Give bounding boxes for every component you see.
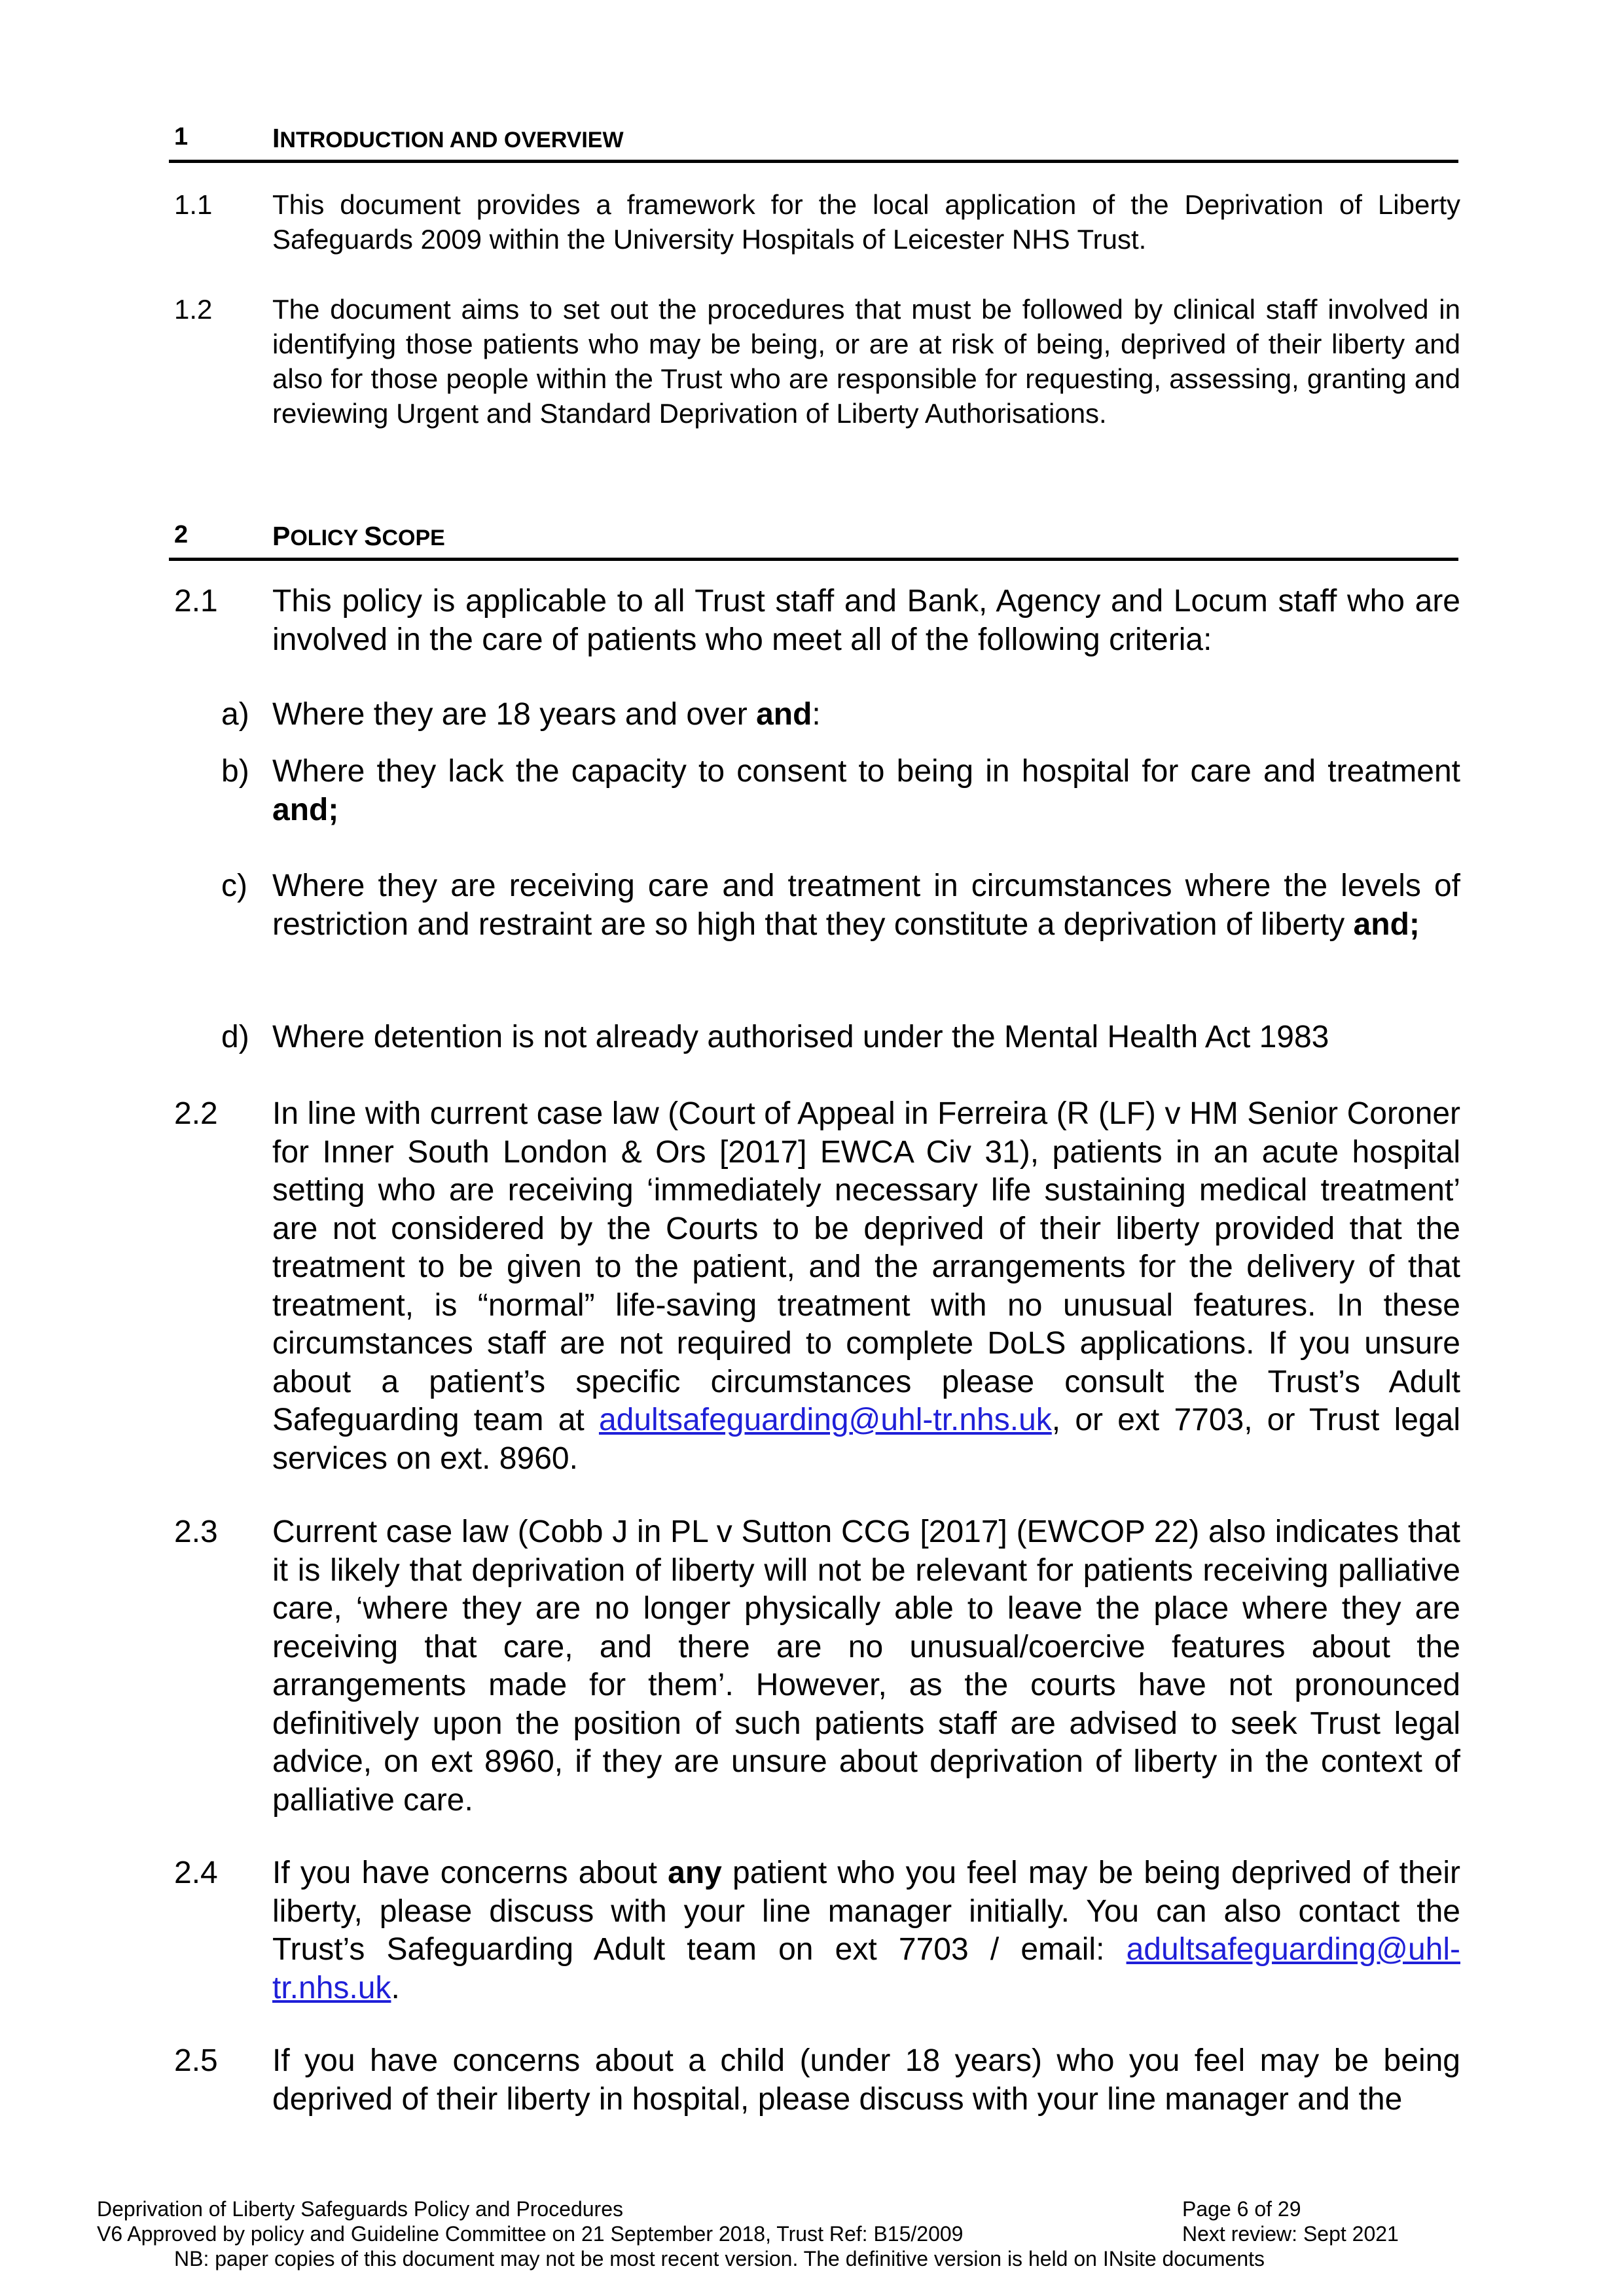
paragraph-number: 2.2 xyxy=(174,1096,218,1131)
section-title-initial: P xyxy=(272,521,291,551)
section-title-initial: S xyxy=(364,521,382,551)
section-title xyxy=(272,521,445,552)
paragraph-text: If you have concerns about a child (under 18 years) who you feel may be being deprived of their liberty in hospital, please discuss with your line manager and the xyxy=(272,2043,1460,2117)
section-title-part: COPE xyxy=(382,526,445,550)
section-number: 2 xyxy=(174,521,189,548)
item-label: b) xyxy=(221,754,249,789)
section-title xyxy=(272,123,624,154)
section-2-heading xyxy=(169,521,1458,561)
section-title-initial: I xyxy=(272,123,280,153)
item-label: c) xyxy=(221,869,247,903)
email-link[interactable]: adultsafeguarding@uhl-tr.nhs.uk xyxy=(272,1932,1460,2005)
item-label: d) xyxy=(221,1020,249,1054)
section-title-rest: NTRODUCTION AND OVERVIEW xyxy=(280,128,624,152)
email-link[interactable]: adultsafeguarding@uhl-tr.nhs.uk xyxy=(598,1403,1052,1437)
paragraph-text: Current case law (Cobb J in PL v Sutton CCG [2017] (EWCOP 22) also indicates that it is likely that deprivation of liberty will not be relevant for patients receiving palliative care, ‘where they are no longer physically able to leave the place where they are receiving that care, and there are no unusual/coercive features about the arrangements made for them’. However, as the courts have not pronounced definitively upon the position of such patients staff are advised to seek Trust legal advice, on ext 8960, if they are unsure about deprivation of liberty in the context of palliative care. xyxy=(272,1515,1460,1818)
item-label: a) xyxy=(221,697,249,732)
section-title-part: OLICY xyxy=(290,526,365,550)
paragraph-number: 2.1 xyxy=(174,584,218,619)
footer-document-title: Deprivation of Liberty Safeguards Policy and Procedures xyxy=(97,2197,623,2221)
footer-note: NB: paper copies of this document may not be most recent version. The definitive version is held on INsite documents xyxy=(174,2247,1265,2270)
paragraph-number: 1.1 xyxy=(174,189,213,220)
paragraph-number: 2.5 xyxy=(174,2043,218,2078)
paragraph-number: 1.2 xyxy=(174,294,213,325)
section-1-heading xyxy=(169,123,1458,163)
item-text: Where they are 18 years and over and: xyxy=(272,697,821,732)
section-number: 1 xyxy=(174,123,189,151)
item-text: Where they are receiving care and treatment in circumstances where the levels of restriction and restraint are so high that they constitute a deprivation of liberty and; xyxy=(272,869,1460,942)
paragraph-text: This document provides a framework for the local application of the Deprivation of Liberty Safeguards 2009 within the University Hospitals of Leicester NHS Trust. xyxy=(272,189,1460,255)
paragraph-text: This policy is applicable to all Trust staff and Bank, Agency and Locum staff who are involved in the care of patients who meet all of the following criteria: xyxy=(272,584,1460,657)
paragraph-number: 2.3 xyxy=(174,1515,218,1549)
item-text: Where detention is not already authorised under the Mental Health Act 1983 xyxy=(272,1020,1329,1054)
footer-page-number: Page 6 of 29 xyxy=(1182,2197,1301,2221)
paragraph-number: 2.4 xyxy=(174,1856,218,1890)
page-footer xyxy=(97,2197,1445,2271)
item-text: Where they lack the capacity to consent to being in hospital for care and treatment and; xyxy=(272,754,1460,827)
footer-review-date: Next review: Sept 2021 xyxy=(1182,2222,1399,2246)
paragraph-text: If you have concerns about any patient who you feel may be being deprived of their liberty, please discuss with your line manager initially. You can also contact the Trust’s Safeguarding Adult team on ext 7703 / email: adultsafeguarding@uhl-tr.nhs.uk. xyxy=(272,1856,1461,2005)
paragraph-text: In line with current case law (Court of Appeal in Ferreira (R (LF) v HM Senior Coroner for Inner South London & Ors [2017] EWCA Civ 31), patients in an acute hospital setting who are receiving ‘immediately necessary life sustaining medical treatment’ are not considered by the Courts to be deprived of their liberty provided that the treatment to be given to the patient, and the arrangements for the delivery of that treatment, is “normal” life-saving treatment with no unusual features. In these circumstances staff are not required to complete DoLS applications. If you unsure about a patient’s specific circumstances please consult the Trust’s Adult Safeguarding team at adultsafeguarding@uhl-tr.nhs.uk, or ext 7703, or Trust legal services on ext. 8960. xyxy=(272,1096,1461,1476)
paragraph-text: The document aims to set out the procedures that must be followed by clinical staff involved in identifying those patients who may be being, or are at risk of being, deprived of their liberty and also for those people within the Trust who are responsible for requesting, assessing, granting and reviewing Urgent and Standard Deprivation of Liberty Authorisations. xyxy=(272,294,1460,429)
footer-approval: V6 Approved by policy and Guideline Committee on 21 September 2018, Trust Ref: B15/2009 xyxy=(97,2222,964,2246)
